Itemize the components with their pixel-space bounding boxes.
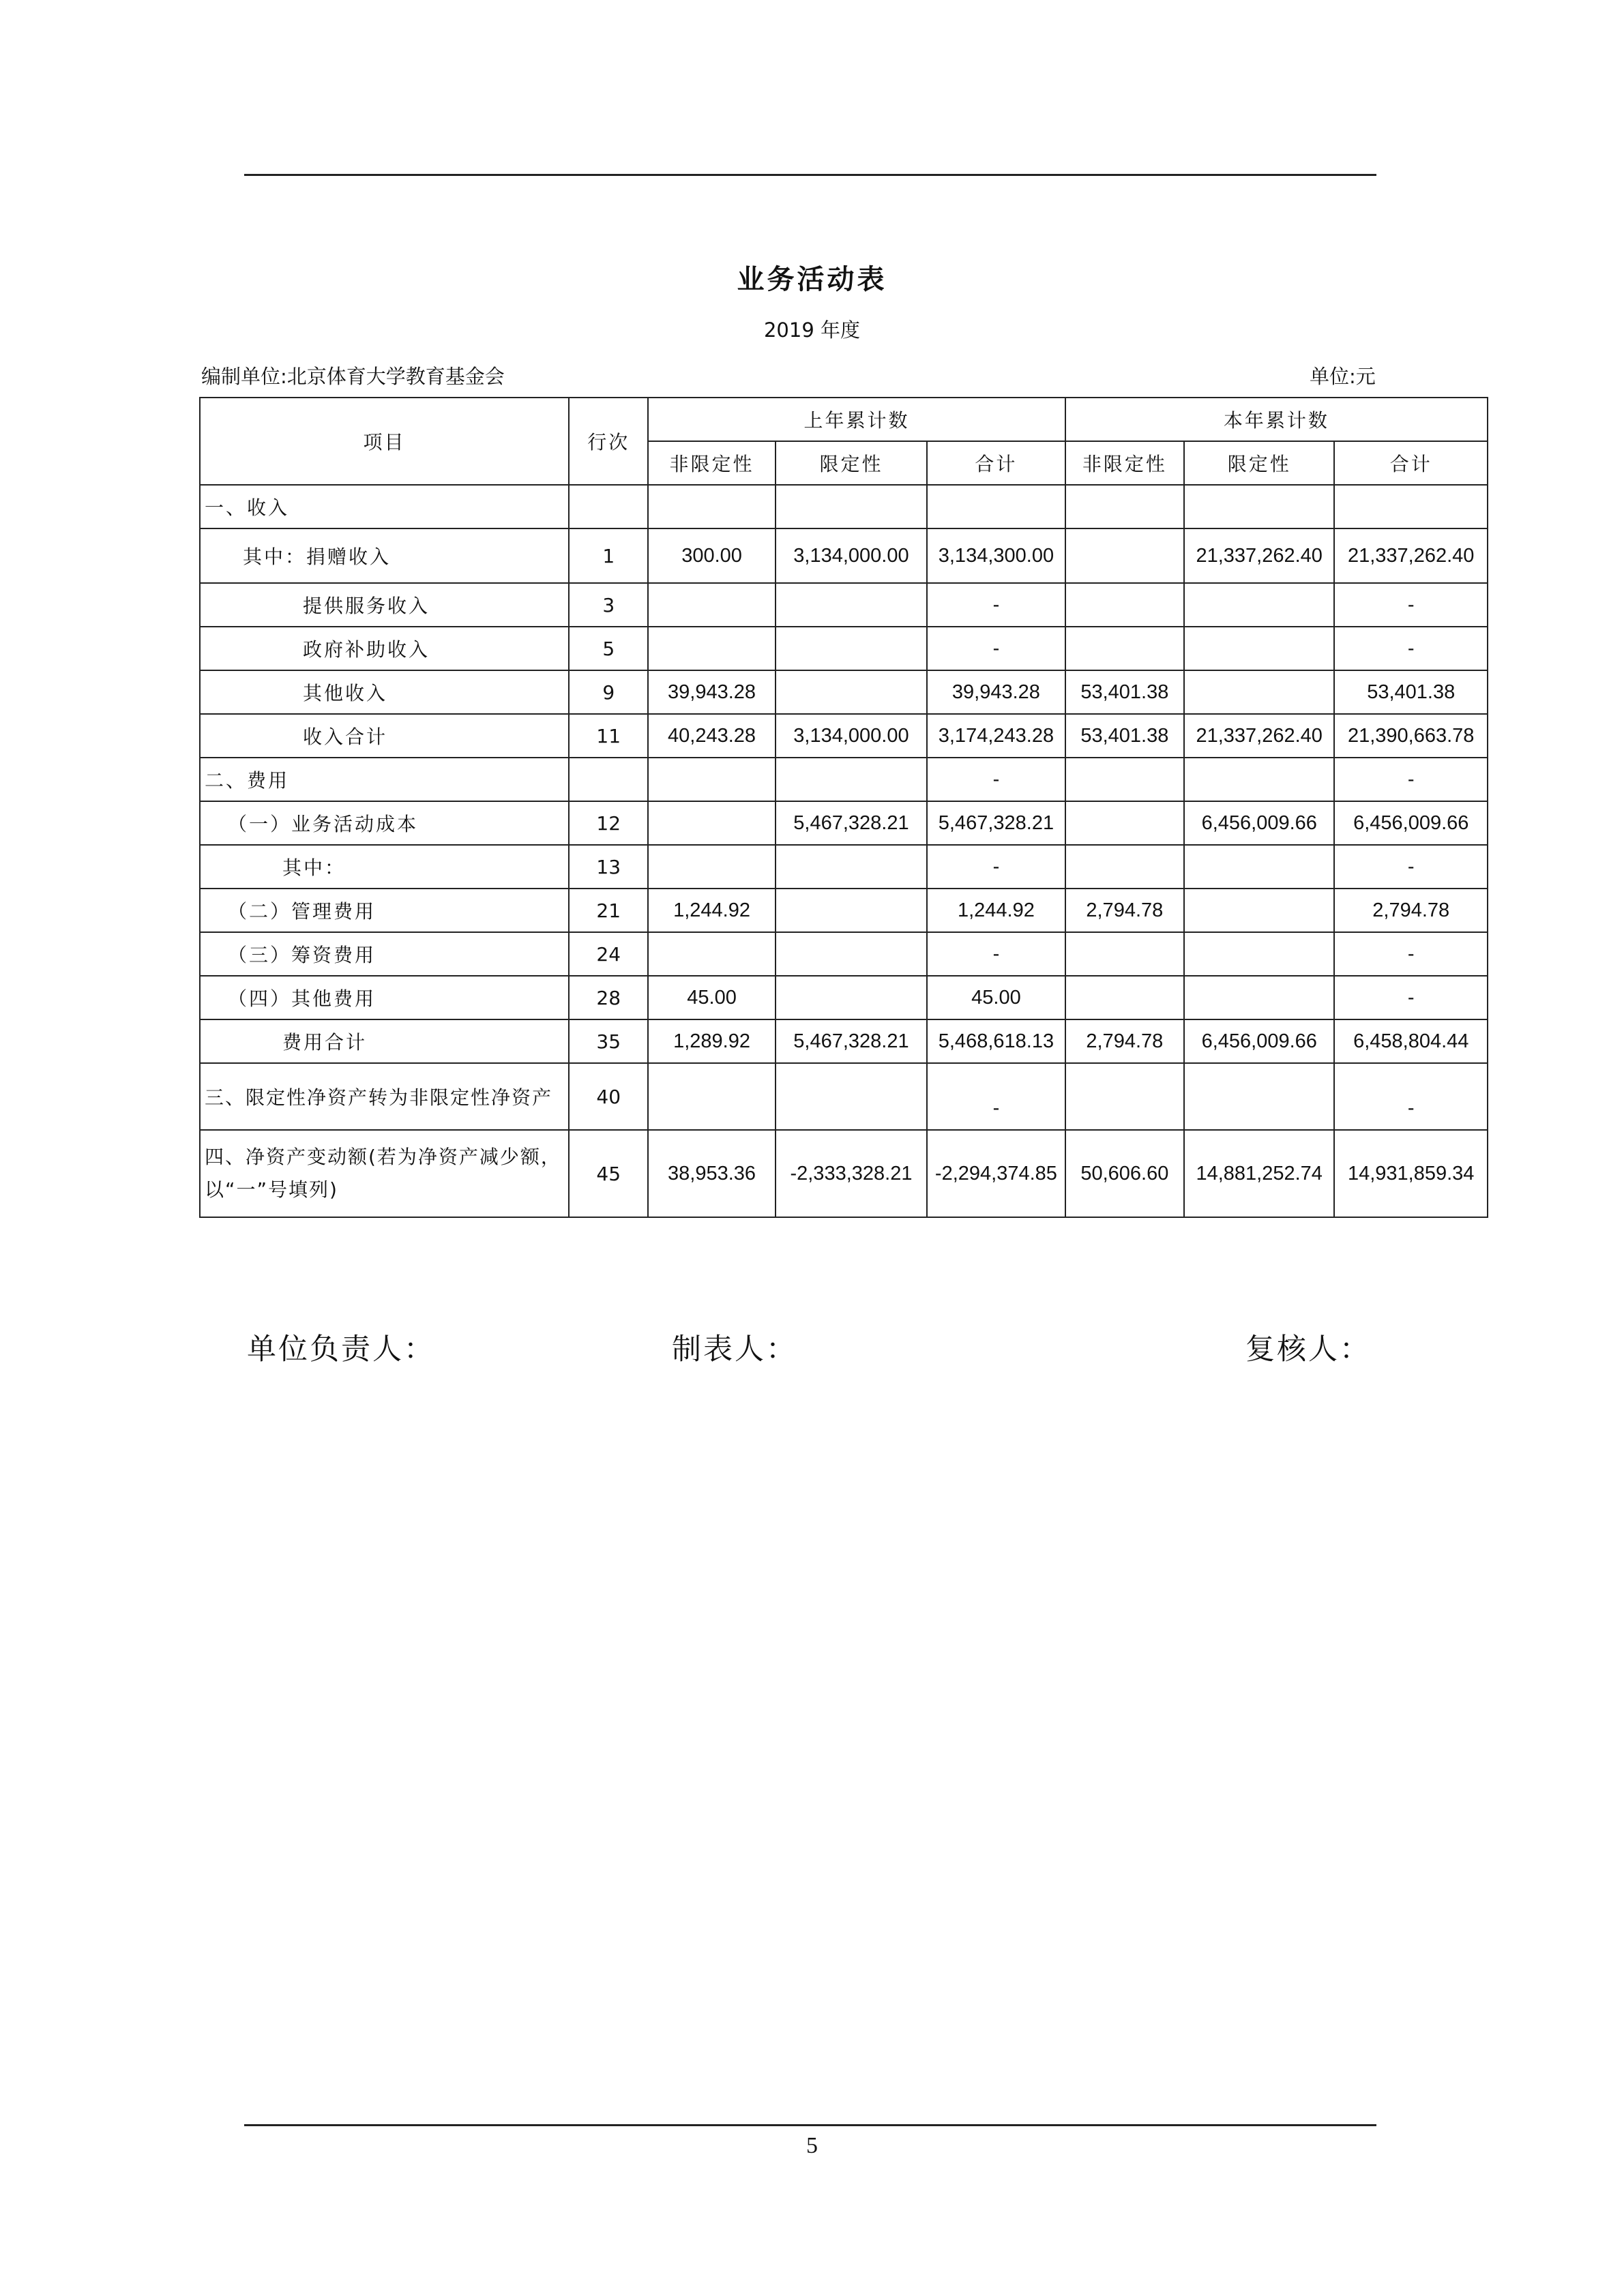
row-item: （二）管理费用 [200,889,569,932]
prev-restricted-value [776,1063,927,1130]
this-total-value: - [1334,1063,1488,1130]
this-unrestricted-value [1065,528,1184,583]
this-unrestricted-value [1065,627,1184,670]
signature-preparer-label: 制表人： [672,1332,797,1367]
this-total-value: - [1334,976,1488,1019]
header-this-unrestricted: 非限定性 [1065,441,1184,485]
prev-total-value: 5,468,618.13 [927,1019,1065,1063]
this-total-value: - [1334,932,1488,976]
header-this-restricted: 限定性 [1184,441,1334,485]
this-unrestricted-value [1065,1063,1184,1130]
table-row [200,485,1488,528]
prev-restricted-value [776,485,927,528]
prev-restricted-value [776,583,927,627]
prev-restricted-value [776,627,927,670]
prev-total-value: 5,467,328.21 [927,801,1065,845]
row-line: 45 [569,1130,648,1217]
header-this-year: 本年累计数 [1065,398,1488,441]
this-restricted-value [1184,485,1334,528]
page-title: 业务活动表 [737,264,887,295]
prev-unrestricted-value: 45.00 [648,976,775,1019]
prev-total-value: - [927,627,1065,670]
this-restricted-value [1184,889,1334,932]
this-total-value: - [1334,583,1488,627]
header-prev-total: 合计 [927,441,1065,485]
this-restricted-value [1184,976,1334,1019]
prev-unrestricted-value [648,627,775,670]
this-total-value: 2,794.78 [1334,889,1488,932]
this-restricted-value: 14,881,252.74 [1184,1130,1334,1217]
this-restricted-value [1184,932,1334,976]
prev-total-value: - [927,758,1065,801]
table-row [200,714,1488,758]
table-row [200,758,1488,801]
this-restricted-value [1184,845,1334,889]
row-item: （四）其他费用 [200,976,569,1019]
this-unrestricted-value [1065,845,1184,889]
this-restricted-value [1184,1063,1334,1130]
prev-unrestricted-value: 1,289.92 [648,1019,775,1063]
this-unrestricted-value: 2,794.78 [1065,1019,1184,1063]
prev-unrestricted-value: 40,243.28 [648,714,775,758]
prev-restricted-value: 5,467,328.21 [776,801,927,845]
row-item: 其中：捐赠收入 [200,528,569,583]
table-row [200,528,1488,583]
row-line: 13 [569,845,648,889]
row-item: 四、净资产变动额(若为净资产减少额，以“一”号填列) [200,1130,569,1217]
prev-unrestricted-value [648,758,775,801]
prev-unrestricted-value: 39,943.28 [648,670,775,714]
table-row [200,583,1488,627]
prev-restricted-value: 3,134,000.00 [776,714,927,758]
prev-unrestricted-value: 38,953.36 [648,1130,775,1217]
prev-restricted-value [776,758,927,801]
prev-total-value: -2,294,374.85 [927,1130,1065,1217]
this-unrestricted-value: 50,606.60 [1065,1130,1184,1217]
header-prev-unrestricted: 非限定性 [648,441,775,485]
this-total-value: 14,931,859.34 [1334,1130,1488,1217]
row-line: 28 [569,976,648,1019]
row-item: 三、限定性净资产转为非限定性净资产 [200,1063,569,1130]
this-restricted-value: 21,337,262.40 [1184,528,1334,583]
header-item: 项目 [200,398,569,485]
prev-total-value [927,485,1065,528]
this-total-value: 21,390,663.78 [1334,714,1488,758]
org-label: 编制单位:北京体育大学教育基金会 [201,365,505,388]
prev-unrestricted-value [648,485,775,528]
unit-label: 单位:元 [1310,365,1376,388]
table-row [200,1063,1488,1130]
row-item: 提供服务收入 [200,583,569,627]
prev-total-value: 45.00 [927,976,1065,1019]
this-unrestricted-value [1065,485,1184,528]
prev-restricted-value: 5,467,328.21 [776,1019,927,1063]
prev-total-value: - [927,583,1065,627]
this-unrestricted-value [1065,976,1184,1019]
table-row [200,976,1488,1019]
table-row [200,1130,1488,1217]
prev-unrestricted-value: 300.00 [648,528,775,583]
table-row [200,889,1488,932]
this-total-value [1334,485,1488,528]
prev-restricted-value [776,670,927,714]
row-item: 收入合计 [200,714,569,758]
prev-unrestricted-value [648,1063,775,1130]
row-line: 35 [569,1019,648,1063]
prev-unrestricted-value [648,932,775,976]
row-line: 11 [569,714,648,758]
footer-rule [244,2124,1376,2126]
header-this-total: 合计 [1334,441,1488,485]
prev-restricted-value [776,932,927,976]
this-unrestricted-value [1065,583,1184,627]
this-unrestricted-value: 2,794.78 [1065,889,1184,932]
prev-restricted-value [776,976,927,1019]
this-restricted-value [1184,627,1334,670]
prev-total-value: - [927,845,1065,889]
header-prev-year: 上年累计数 [648,398,1065,441]
prev-unrestricted-value [648,845,775,889]
this-restricted-value: 6,456,009.66 [1184,801,1334,845]
prev-unrestricted-value: 1,244.92 [648,889,775,932]
row-item: 二、费用 [200,758,569,801]
prev-total-value: - [927,1063,1065,1130]
row-item: 一、收入 [200,485,569,528]
row-line: 9 [569,670,648,714]
table-row [200,627,1488,670]
table-row [200,801,1488,845]
header-rule [244,174,1376,176]
row-line: 24 [569,932,648,976]
row-item: （三）筹资费用 [200,932,569,976]
row-line [569,485,648,528]
row-line: 40 [569,1063,648,1130]
this-restricted-value [1184,758,1334,801]
row-item: 政府补助收入 [200,627,569,670]
table-row [200,670,1488,714]
this-restricted-value: 6,456,009.66 [1184,1019,1334,1063]
row-item: 其中： [200,845,569,889]
this-unrestricted-value [1065,932,1184,976]
this-total-value: 21,337,262.40 [1334,528,1488,583]
prev-restricted-value [776,845,927,889]
row-line: 5 [569,627,648,670]
row-item: 其他收入 [200,670,569,714]
signature-head-label: 单位负责人： [247,1332,435,1367]
table-row [200,845,1488,889]
row-line [569,758,648,801]
prev-restricted-value: -2,333,328.21 [776,1130,927,1217]
this-total-value: - [1334,627,1488,670]
this-restricted-value [1184,583,1334,627]
prev-total-value: 39,943.28 [927,670,1065,714]
prev-unrestricted-value [648,583,775,627]
prev-total-value: - [927,932,1065,976]
table-row [200,1019,1488,1063]
this-restricted-value: 21,337,262.40 [1184,714,1334,758]
row-line: 1 [569,528,648,583]
activity-table [199,397,1488,1218]
signature-reviewer-label: 复核人： [1245,1332,1371,1367]
header-prev-restricted: 限定性 [776,441,927,485]
prev-unrestricted-value [648,801,775,845]
this-total-value: 53,401.38 [1334,670,1488,714]
prev-restricted-value: 3,134,000.00 [776,528,927,583]
this-total-value: 6,458,804.44 [1334,1019,1488,1063]
row-line: 12 [569,801,648,845]
table-row [200,932,1488,976]
this-total-value: - [1334,845,1488,889]
row-item: 费用合计 [200,1019,569,1063]
row-line: 3 [569,583,648,627]
this-total-value: - [1334,758,1488,801]
prev-restricted-value [776,889,927,932]
this-unrestricted-value [1065,801,1184,845]
this-total-value: 6,456,009.66 [1334,801,1488,845]
row-item: （一）业务活动成本 [200,801,569,845]
prev-total-value: 3,134,300.00 [927,528,1065,583]
prev-total-value: 3,174,243.28 [927,714,1065,758]
header-line: 行次 [569,398,648,485]
report-year: 2019 年度 [763,318,861,342]
this-restricted-value [1184,670,1334,714]
this-unrestricted-value [1065,758,1184,801]
this-unrestricted-value: 53,401.38 [1065,714,1184,758]
row-line: 21 [569,889,648,932]
page-number: 5 [806,2133,818,2158]
this-unrestricted-value: 53,401.38 [1065,670,1184,714]
prev-total-value: 1,244.92 [927,889,1065,932]
